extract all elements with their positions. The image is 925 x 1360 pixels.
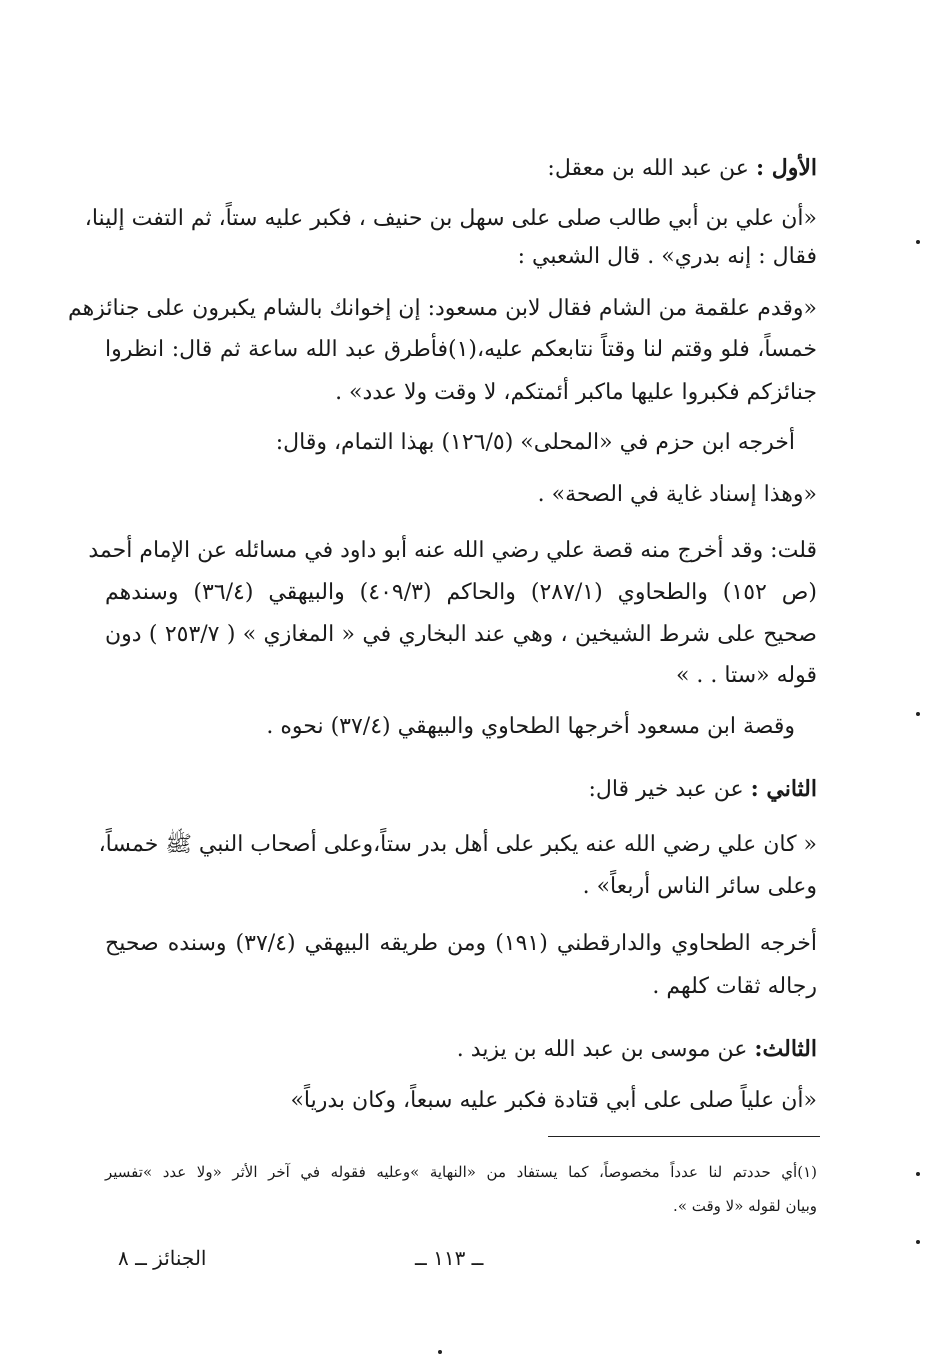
section-third-text: عن موسى بن عبد الله بن يزيد . bbox=[456, 1037, 755, 1062]
section-third-label: الثالث: bbox=[754, 1036, 817, 1062]
section-second-label: الثاني : bbox=[750, 776, 817, 802]
takhrij-line: أخرجه الطحاوي والدارقطني (١٩١) ومن طريقه البيهقي (٣٧/٤) وسنده صحيح bbox=[105, 931, 818, 956]
scan-speck bbox=[916, 712, 920, 716]
scan-speck bbox=[916, 1240, 920, 1244]
alqamah-line: جنائزكم فكبروا عليها ماكبر أئمتكم، لا وقت ولا عدد» . bbox=[335, 380, 817, 405]
section-second-text: عن عبد خير قال: bbox=[588, 777, 751, 802]
section-first-label: الأول : bbox=[755, 155, 817, 181]
signature-mark: الجنائز ــ ٨ bbox=[118, 1246, 207, 1270]
section-third-heading bbox=[457, 1032, 817, 1067]
section-first-text: عن عبد الله بن معقل: bbox=[547, 156, 756, 181]
section-second-heading bbox=[588, 772, 817, 807]
footnote-separator bbox=[548, 1136, 820, 1137]
footnote-line: (١)أي حددتم لنا عدداً مخصوصاً، كما يستفاد من «النهاية »وعليه فقوله في آخر الأثر «ولا عدد »تفسير bbox=[105, 1163, 817, 1181]
ibn-hazm-quote: «وهذا إسناد غاية في الصحة» . bbox=[537, 482, 817, 507]
alqamah-line: «وقدم علقمة من الشام فقال لابن مسعود: إن إخوانك بالشام يكبرون على جنائزهم bbox=[67, 296, 817, 321]
page-number: ــ ١١٣ ــ bbox=[415, 1246, 484, 1270]
qult-line: قوله «ستا . . » bbox=[675, 663, 817, 688]
footnote-line: وبيان لقوله «لا وقت ». bbox=[673, 1197, 817, 1215]
quote-line: «أن علي بن أبي طالب صلى على سهل بن حنيف ، فكبر عليه ستاً، ثم التفت إلينا، bbox=[84, 206, 817, 231]
quote-line: «أن علياً صلى على أبي قتادة فكبر عليه سبعاً، وكان بدرياً» bbox=[290, 1088, 817, 1113]
ibn-masud-line: وقصة ابن مسعود أخرجها الطحاوي والبيهقي (٣٧/٤) نحوه . bbox=[266, 714, 795, 739]
scan-speck bbox=[916, 1172, 920, 1176]
takhrij-line: رجاله ثقات كلهم . bbox=[652, 974, 817, 999]
ibn-hazm-line: أخرجه ابن حزم في «المحلى» (١٢٦/٥) بهذا التمام، وقال: bbox=[275, 430, 795, 455]
quote-line: وعلى سائر الناس أربعاً» . bbox=[582, 874, 817, 899]
scan-speck bbox=[438, 1350, 442, 1354]
scan-speck bbox=[916, 240, 920, 244]
qult-line: صحيح على شرط الشيخين ، وهي عند البخاري في « المغازي » ( ٢٥٣/٧ ) دون bbox=[105, 622, 817, 647]
quote-line: « كان علي رضي الله عنه يكبر على أهل بدر ستاً،وعلى أصحاب النبي ﷺ خمساً، bbox=[98, 832, 817, 857]
qult-line: (ص ١٥٢) والطحاوي (٢٨٧/١) والحاكم (٤٠٩/٣) والبيهقي (٣٦/٤) وسندهم bbox=[105, 580, 817, 605]
qult-line: قلت: وقد أخرج منه قصة علي رضي الله عنه أبو داود في مسائله عن الإمام أحمد bbox=[88, 538, 817, 563]
quote-line: فقال : إنه بدري» . قال الشعبي : bbox=[517, 244, 817, 269]
section-first-heading bbox=[547, 151, 817, 186]
alqamah-line: خمساً، فلو وقتم لنا وقتاً نتابعكم عليه،(١)فأطرق عبد الله ساعة ثم قال: انظروا bbox=[105, 337, 817, 362]
